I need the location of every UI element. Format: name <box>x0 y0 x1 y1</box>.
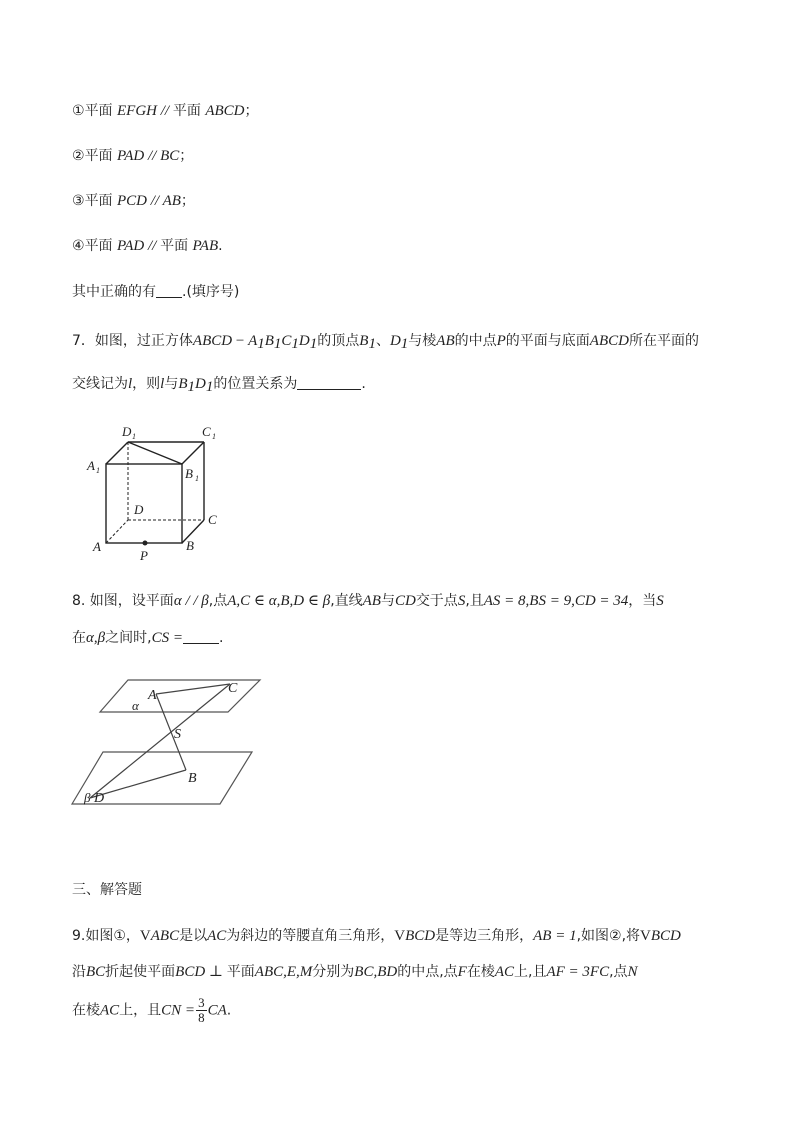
q9-line-1: 9.如图①，VABC是以AC为斜边的等腰直角三角形，VBCD是等边三角形，AB = 1,如图②,将VBCD <box>72 928 681 944</box>
statement-3: ③平面 PCD // AB； <box>72 193 195 209</box>
section-3-heading: 三、解答题 <box>72 882 142 898</box>
cube-figure <box>82 420 232 562</box>
label-b: B <box>188 771 197 786</box>
q7-line-1: 7．如图，过正方体ABCD − $A_1B_1C_1D_1$的顶点$B_1$、$D_1$与棱AB的中点P的平面与底面ABCD所在平面的 <box>72 333 699 352</box>
label-d: D <box>134 502 144 517</box>
q8-line-1: 8. 如图，设平面α / / β,点A,C ∈ α,B,D ∈ β,直线AB与CD交于点S,且AS = 8,BS = 9,CD = 34，当S <box>72 593 664 609</box>
segment-db <box>90 770 186 798</box>
point-p <box>143 541 148 546</box>
label-a1: A <box>87 458 95 473</box>
label-d: D <box>94 791 105 806</box>
q7-line-2: 交线记为l，则l与$B_1D_1$的位置关系为 . <box>72 376 366 395</box>
q9-line-2: 沿BC折起使平面BCD ⊥ 平面ABC,E,M分别为BC,BD的中点,点F在棱AC上,且AF = 3FC,点N <box>72 964 638 980</box>
label-alpha: α <box>132 698 139 713</box>
label-beta: β <box>84 790 91 805</box>
svg-text:1: 1 <box>132 432 136 441</box>
q8-line-2: 在α,β之间时,CS = . <box>72 630 224 646</box>
label-p: P <box>140 548 148 562</box>
q7-answer-blank[interactable] <box>297 375 361 390</box>
statement-1: ①平面 EFGH // 平面 ABCD； <box>72 103 259 119</box>
planes-figure <box>70 672 270 812</box>
label-c: C <box>228 681 238 696</box>
q8-answer-blank[interactable] <box>183 629 219 644</box>
svg-text:1: 1 <box>212 432 216 441</box>
answer-blank[interactable] <box>156 283 182 298</box>
q9-line-3: 在棱AC上，且CN = $\frac{3}{8}$ CA. <box>72 995 232 1025</box>
statement-2: ②平面 PAD // BC； <box>72 148 194 164</box>
answer-prompt: 其中正确的有 .(填序号) <box>72 284 240 300</box>
label-b: B <box>186 538 194 553</box>
label-a: A <box>148 688 157 703</box>
svg-text:1: 1 <box>195 474 199 483</box>
label-c1: C <box>202 424 211 439</box>
segment-dc <box>90 684 230 798</box>
fraction-3-8: $\frac{3}{8}$ <box>198 995 205 1025</box>
label-c: C <box>208 512 217 527</box>
label-a: A <box>93 539 101 554</box>
label-b1: B <box>185 466 193 481</box>
diagonal-b1d1 <box>128 442 182 464</box>
triangle-symbol: V <box>139 928 151 944</box>
statement-4: ④平面 PAD // 平面 PAB. <box>72 238 223 254</box>
svg-text:1: 1 <box>96 466 100 475</box>
label-s: S <box>174 727 181 742</box>
label-d1: D <box>122 424 132 439</box>
